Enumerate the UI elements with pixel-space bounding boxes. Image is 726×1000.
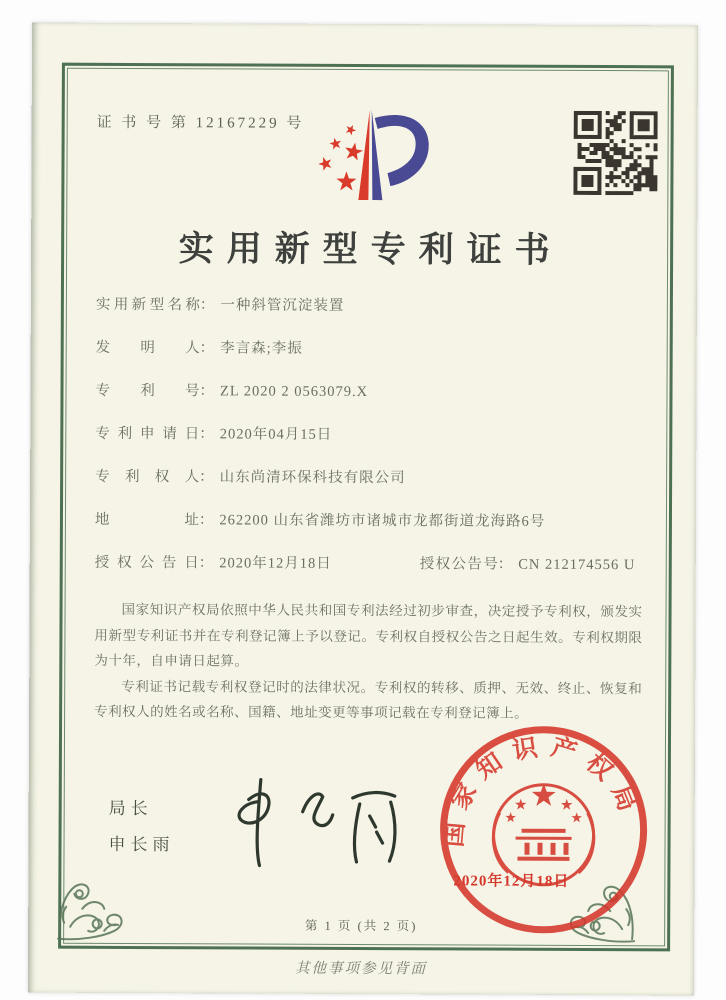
field-list [95,295,646,598]
field-colon: ： [497,556,513,573]
certificate-paper [28,23,698,996]
field-label: 授权公告号 [419,556,498,573]
field-value: ZL 2020 2 0563079.X [219,383,369,401]
logo-p-mark [358,110,429,200]
legal-paragraph-1: 国家知识产权局依照中华人民共和国专利法经过初步审查，决定授予专利权，颁发实用新型专利证书并在专利登记簿上予以登记。专利权自授权公告之日起生效。专利权期限为十年，自申请日起算。 [94,601,643,669]
field-value: CN 212174556 U [518,556,636,574]
field-label: 发明人 [95,339,200,357]
field-label: 专利申请日 [95,425,200,443]
field-colon: ： [199,340,215,357]
legal-paragraph-2: 专利证书记载专利权登记时的法律状况。专利权的转移、质押、无效、终止、恢复和专利权人的姓名或名称、国籍、地址变更等事项记载在专利登记簿上。 [94,678,643,721]
field-row-grant [95,553,645,598]
logo-stars [316,123,364,191]
field-label: 地址 [94,511,199,529]
field-label: 实用新型名称 [95,296,200,314]
field-value: 2020年04月15日 [219,426,333,443]
director-block [108,791,174,863]
page-number: 第 1 页 (共 2 页) [304,918,418,934]
field-row-name [96,295,646,340]
director-title: 局长 [108,798,153,819]
seal-text: 国家知识产权局 [440,733,645,849]
field-label: 授权公告日 [94,554,199,572]
field-row-filing-date [95,424,645,469]
field-colon: ： [198,555,214,572]
official-seal [436,722,651,937]
field-colon: ： [199,383,215,400]
field-value: 2020年12月18日 [219,555,332,572]
legal-text [94,597,643,727]
field-colon: ： [198,512,214,529]
field-colon: ： [199,426,214,443]
field-colon: ： [199,297,215,314]
cnipa-logo [298,104,459,223]
field-row-patent-number [95,381,645,426]
field-label: 专利号 [95,382,200,400]
grant-date-pair [95,555,332,572]
field-label: 专利权人 [95,468,200,486]
field-row-patentee [95,467,645,512]
field-value: 李言森;李振 [220,340,303,357]
field-colon: ： [199,469,214,486]
qr-code [573,111,657,195]
seal-date: 2020年12月18日 [453,873,570,890]
certificate-title: 实用新型专利证书 [178,229,563,270]
field-value: 一种斜管沉淀装置 [220,297,345,314]
field-value: 262200 山东省潍坊市诸城市龙都街道龙海路6号 [219,512,546,530]
director-signature [218,765,418,881]
field-row-address [95,510,645,555]
certificate-number: 证 书 号 第 12167229 号 [96,114,305,132]
back-side-note: 其他事项参见背面 [294,960,428,978]
field-row-inventors [96,338,646,383]
field-value: 山东尚清环保科技有限公司 [219,469,406,487]
grant-number-pair [420,554,636,575]
director-name: 申长雨 [108,834,175,855]
